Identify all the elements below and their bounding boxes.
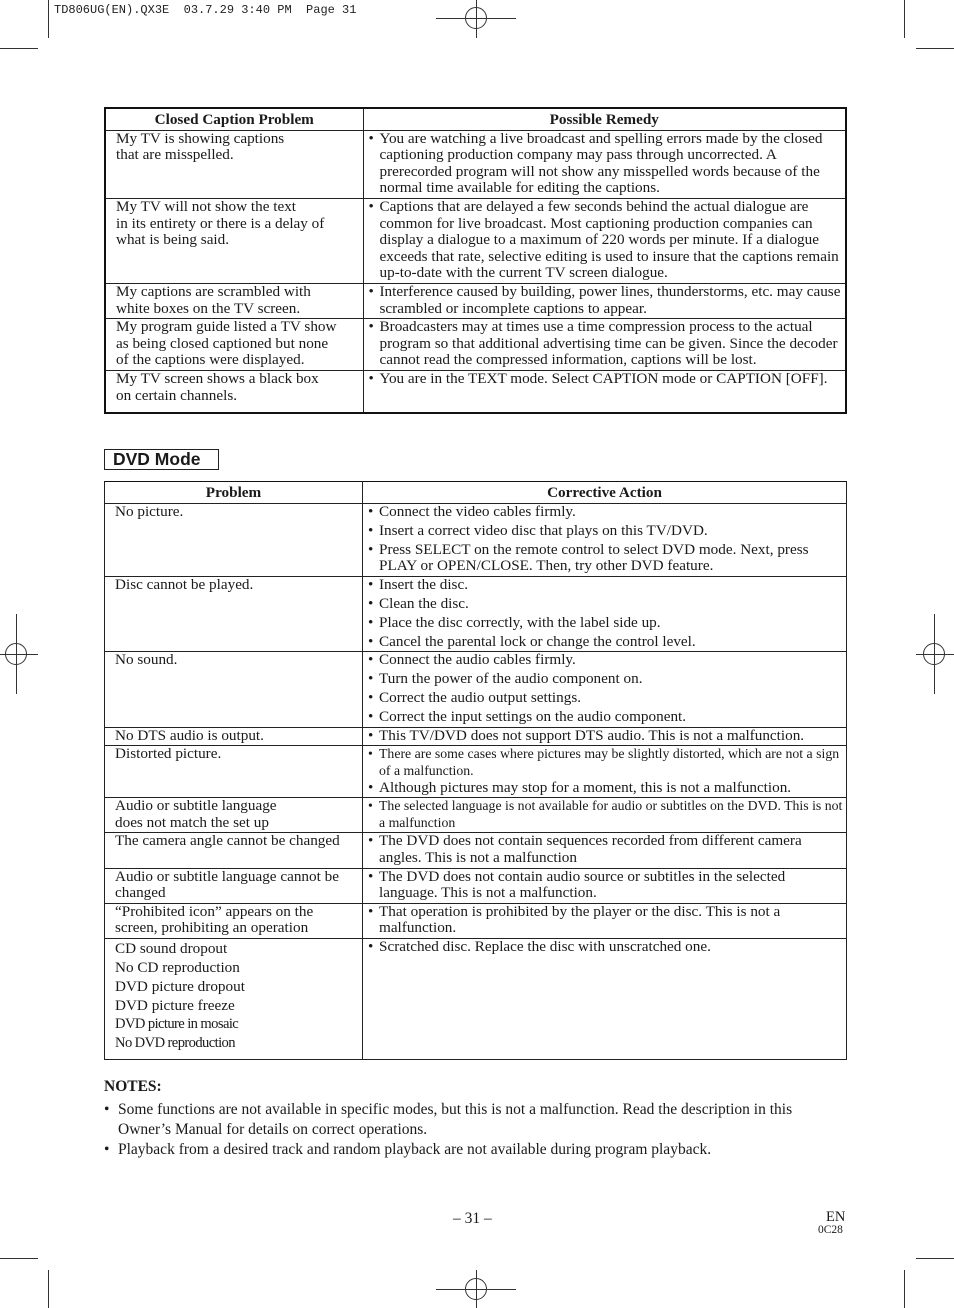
problem-line: DVD picture in mosaic [115, 1015, 239, 1032]
remedy-item: • Turn the power of the audio component on. [366, 671, 844, 688]
print-slug: TD806UG(EN).QX3E 03.7.29 3:40 PM Page 31 [54, 3, 357, 17]
table-row [105, 652, 847, 728]
remedy-item: • Correct the input settings on the audio component. [366, 709, 844, 726]
remedy-item: • Captions that are delayed a few seconds behind the actual dialogue are common for live broadcast. Most captioning production companies can display a dialogue to a maximum of 220 words per minute. If a dialogue exceeds that rate, selective editing is used to insure that the captions remain up-to-date with the current TV screen dialogue. [367, 199, 844, 282]
remedy-cell [363, 727, 847, 746]
note-item: • Some functions are not available in specific modes, but this is not a malfunction. Read the description in this Owner’s Manual for details on correct operations. [104, 1100, 834, 1139]
table-row [105, 903, 847, 938]
problem-line: changed [115, 884, 166, 902]
problem-line: No DTS audio is output. [115, 726, 264, 744]
remedy-item: • There are some cases where pictures may be slightly distorted, which are not a sign of a malfunction. [366, 746, 844, 779]
problem-cell [105, 283, 363, 318]
table-row [105, 370, 846, 413]
crop-mark [0, 48, 38, 49]
notes-list [104, 1100, 834, 1161]
problem-cell [105, 503, 363, 576]
remedy-cell [363, 868, 847, 903]
remedy-item: • Connect the audio cables firmly. [366, 652, 844, 669]
problem-line: My program guide listed a TV show [116, 318, 337, 336]
remedy-item: • That operation is prohibited by the player or the disc. This is not a malfunction. [366, 904, 844, 937]
remedy-cell [363, 503, 847, 576]
crop-mark [0, 1258, 38, 1259]
table-row [105, 798, 847, 833]
remedy-item: • Clean the disc. [366, 596, 844, 613]
problem-line: on certain channels. [116, 386, 238, 404]
problem-cell [105, 130, 363, 198]
remedy-cell [363, 652, 847, 728]
column-header: Problem [105, 482, 363, 504]
problem-cell [105, 903, 363, 938]
crop-mark [904, 1270, 905, 1308]
problem-line: in its entirety or there is a delay of [116, 214, 325, 232]
document-code: 0C28 [818, 1224, 843, 1236]
problem-line: DVD picture freeze [115, 996, 235, 1014]
page-number: – 31 – [453, 1210, 492, 1227]
remedy-item: • Although pictures may stop for a moment, this is not a malfunction. [366, 780, 844, 797]
problem-line: No picture. [115, 502, 184, 520]
remedy-item: • Broadcasters may at times use a time compression process to the actual program so that additional advertising time can be given. Since the decoder cannot read the compressed information, captions will be lost. [367, 319, 844, 369]
remedy-item: • Cancel the parental lock or change the control level. [366, 634, 844, 651]
remedy-item: • You are watching a live broadcast and spelling errors made by the closed captioning production company may pass through uncorrected. A prerecorded program will not show any misspelled words because of the normal time available for editing the captions. [367, 131, 844, 197]
problem-cell [105, 198, 363, 283]
table-row [105, 938, 847, 1059]
table-row [105, 503, 847, 576]
remedy-item: • Scratched disc. Replace the disc with unscratched one. [366, 939, 844, 956]
table-row [105, 198, 846, 283]
problem-cell [105, 370, 363, 413]
problem-cell [105, 727, 363, 746]
remedy-cell [363, 130, 846, 198]
remedy-item: • Place the disc correctly, with the label side up. [366, 615, 844, 632]
table-header-row [105, 108, 846, 130]
remedy-cell [363, 903, 847, 938]
table-row [105, 319, 846, 371]
table-row [105, 868, 847, 903]
problem-line: No sound. [115, 651, 178, 669]
problem-line: Distorted picture. [115, 745, 222, 763]
crop-mark [916, 48, 954, 49]
remedy-item: • Interference caused by building, power lines, thunderstorms, etc. may cause scrambled or incomplete captions to appear. [367, 284, 844, 317]
remedy-cell [363, 283, 846, 318]
crop-mark [904, 0, 905, 38]
notes-title: NOTES: [104, 1078, 162, 1095]
remedy-item: • The DVD does not contain sequences recorded from different camera angles. This is not a malfunction [366, 833, 844, 866]
problem-cell [105, 746, 363, 798]
crop-mark [48, 0, 49, 38]
remedy-item: • Insert the disc. [366, 577, 844, 594]
remedy-item: • Connect the video cables firmly. [366, 504, 844, 521]
remedy-item: • The DVD does not contain audio source or subtitles in the selected language. This is not a malfunction. [366, 869, 844, 902]
remedy-item: • Correct the audio output settings. [366, 690, 844, 707]
remedy-cell [363, 938, 847, 1059]
problem-line: No DVD reproduction [115, 1034, 235, 1051]
problem-cell [105, 798, 363, 833]
problem-cell [105, 319, 363, 371]
remedy-cell [363, 746, 847, 798]
problem-line: My TV screen shows a black box [116, 369, 319, 387]
dvd-mode-table [104, 481, 847, 1060]
problem-line: My TV is showing captions [116, 129, 285, 147]
column-header: Corrective Action [363, 482, 847, 504]
remedy-item: • Press SELECT on the remote control to select DVD mode. Next, press PLAY or OPEN/CLOSE. Then, try other DVD feature. [366, 542, 844, 575]
problem-line: My captions are scrambled with [116, 282, 311, 300]
column-header: Closed Caption Problem [105, 108, 363, 130]
remedy-item: • The selected language is not available for audio or subtitles on the DVD. This is not a malfunction [366, 798, 844, 831]
problem-line: Disc cannot be played. [115, 575, 254, 593]
remedy-item: • Insert a correct video disc that plays on this TV/DVD. [366, 523, 844, 540]
table-row [105, 576, 847, 652]
problem-line: what is being said. [116, 231, 230, 249]
problem-line: of the captions were displayed. [116, 351, 305, 369]
problem-cell [105, 833, 363, 868]
remedy-cell [363, 833, 847, 868]
remedy-cell [363, 198, 846, 283]
table-row [105, 283, 846, 318]
problem-line: does not match the set up [115, 813, 269, 831]
problem-cell [105, 938, 363, 1059]
problem-line: Audio or subtitle language cannot be [115, 867, 339, 885]
problem-line: Audio or subtitle language [115, 797, 277, 815]
remedy-cell [363, 576, 847, 652]
table-row [105, 727, 847, 746]
problem-line: that are misspelled. [116, 146, 234, 164]
section-heading-dvd-mode: DVD Mode [104, 449, 219, 470]
problem-line: as being closed captioned but none [116, 334, 329, 352]
problem-cell [105, 652, 363, 728]
remedy-item: • This TV/DVD does not support DTS audio. This is not a malfunction. [366, 728, 844, 745]
remedy-cell [363, 798, 847, 833]
crop-mark [916, 1258, 954, 1259]
problem-line: My TV will not show the text [116, 197, 297, 215]
problem-line: The camera angle cannot be changed [115, 832, 340, 850]
remedy-cell [363, 370, 846, 413]
problem-line: DVD picture dropout [115, 977, 245, 995]
remedy-cell [363, 319, 846, 371]
closed-caption-table [104, 107, 847, 414]
problem-line: white boxes on the TV screen. [116, 299, 301, 317]
column-header: Possible Remedy [363, 108, 846, 130]
problem-cell [105, 868, 363, 903]
table-row [105, 130, 846, 198]
note-item: • Playback from a desired track and random playback are not available during program playback. [104, 1140, 834, 1160]
problem-line: screen, prohibiting an operation [115, 919, 309, 937]
table-header-row [105, 482, 847, 504]
remedy-item: • You are in the TEXT mode. Select CAPTION mode or CAPTION [OFF]. [367, 371, 844, 388]
table-row [105, 746, 847, 798]
problem-line: No CD reproduction [115, 958, 240, 976]
problem-line: “Prohibited icon” appears on the [115, 902, 314, 920]
crop-mark [48, 1270, 49, 1308]
problem-line: CD sound dropout [115, 939, 228, 957]
table-row [105, 833, 847, 868]
problem-cell [105, 576, 363, 652]
language-code: EN [826, 1209, 846, 1225]
